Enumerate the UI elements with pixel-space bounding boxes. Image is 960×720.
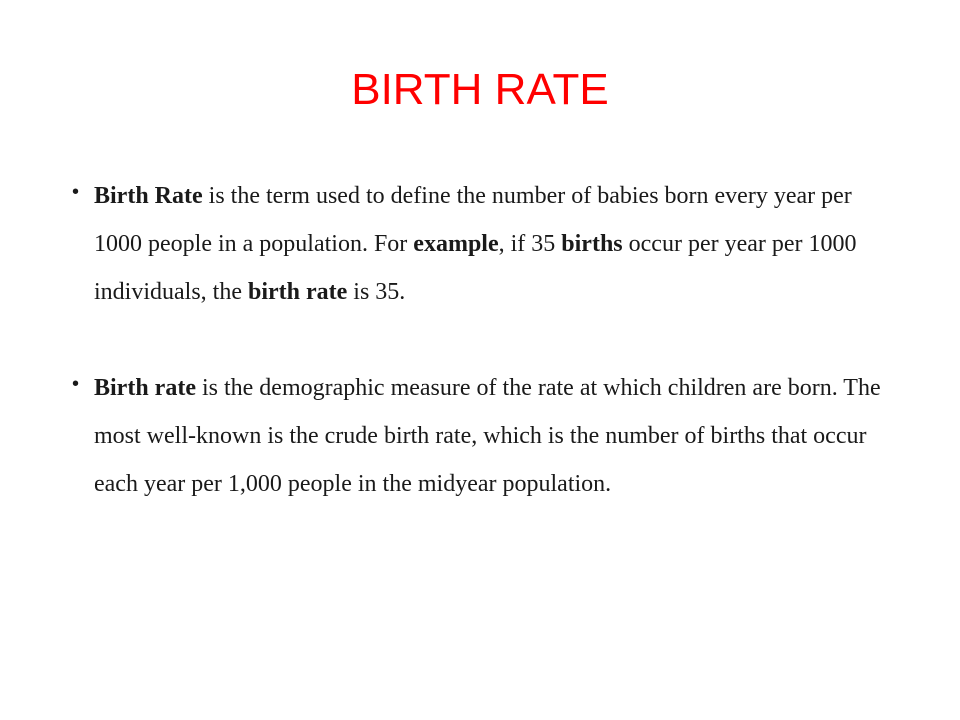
- bullet-text: Birth Rate: [94, 183, 203, 209]
- slide-body: [72, 172, 902, 508]
- bullet-text: is 35.: [347, 279, 406, 305]
- bullet-text: example: [413, 231, 499, 257]
- bullet-item-1: [72, 172, 902, 316]
- bullet-text: , if 35: [498, 231, 562, 257]
- bullet-text: birth rate: [247, 279, 348, 305]
- bullet-text: occur per year per 1000 individuals, the: [94, 231, 857, 305]
- bullet-text: is the term used to define the number of babies born every year per 1000 people in a population. For: [94, 183, 852, 257]
- bullet-icon: •: [72, 181, 80, 203]
- slide-title: BIRTH RATE: [351, 65, 609, 114]
- bullet-text: Birth rate: [94, 375, 196, 401]
- bullet-text: is the demographic measure of the rate at which children are born. The most well-known is the crude birth rate, which is the number of births that occur each year per 1,000 people in the midyear population.: [94, 375, 881, 497]
- bullet-text: births: [561, 231, 623, 257]
- bullet-item-2: [72, 364, 902, 508]
- bullet-icon: •: [72, 373, 80, 395]
